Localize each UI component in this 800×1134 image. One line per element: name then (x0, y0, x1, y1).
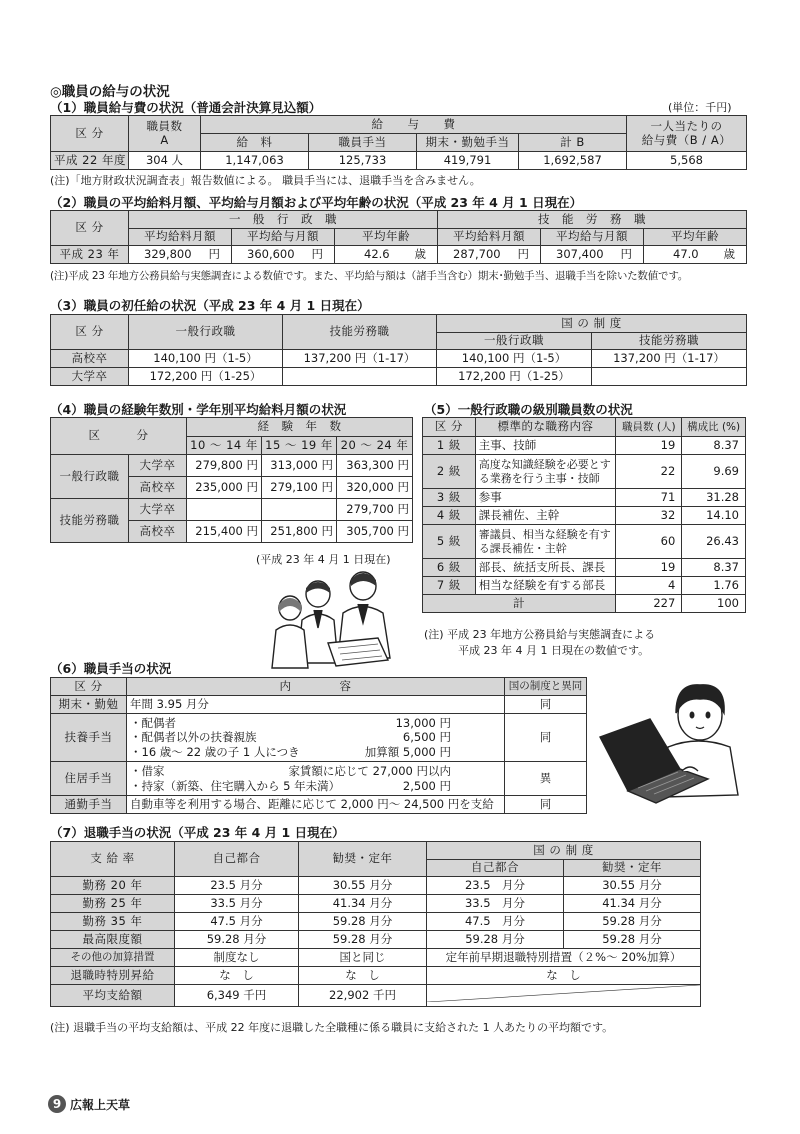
table-row: 大学卒 172,200 円（1-25） 172,200 円（1-25） (51, 368, 747, 386)
header-technical-labor: 技能労務職 (283, 315, 437, 350)
table-row: 平成 23 年 329,800 円 360,600 円 42.6 歳 287,700 円 307,400 円 47.0 歳 (51, 246, 747, 264)
header-allowance: 職員手当 (309, 134, 417, 152)
header-national-system: 国 の 制 度 (427, 842, 701, 860)
starting-salary-table: 区 分 一般行政職 技能労務職 国 の 制 度 一般行政職 技能労務職 高校卒 140,100 円（1-5） 137,200 円（1-17） 140,100 円（1-5） 137,200 円（1-17） 大学卒 172,200 円（1-25） 172,200 円（1-25） (50, 314, 747, 386)
header-bonus: 期末・勤勉手当 (417, 134, 519, 152)
page-number-badge: 9 (48, 1095, 66, 1113)
table-row: 5 級 審議員、相当な経験を有する課長補佐・主幹 60 26.43 (423, 525, 746, 559)
header-kubun: 区 分 (423, 418, 476, 437)
table-row: 高校卒 235,000 円 279,100 円 320,000 円 (51, 477, 413, 499)
average-salary-table: 区 分 一 般 行 政 職 技 能 労 務 職 平均給料月額 平均給与月額 平均年齢 平均給料月額 平均給与月額 平均年齢 平成 23 年 329,800 円 360,600 円 42.6 歳 287,700 円 307,400 円 47.0 歳 (50, 210, 747, 264)
header-kubun: 区 分 (51, 418, 187, 455)
header-ratio: 構成比 (%) (682, 418, 746, 437)
header-content: 内 容 (127, 678, 505, 696)
header-national-system: 国 の 制 度 (437, 315, 747, 333)
table-row: 3 級 参事 71 31.28 (423, 489, 746, 507)
table-row: 一般行政職 大学卒 279,800 円 313,000 円 363,300 円 (51, 455, 413, 477)
header-experience: 経 験 年 数 (187, 418, 413, 437)
table-row: 勤務 20 年 23.5 月分 30.55 月分 23.5 月分 30.55 月分 (51, 877, 701, 895)
table-row: 7 級 相当な経験を有する部長 4 1.76 (423, 577, 746, 595)
unit-label: (単位：千円) (668, 101, 732, 114)
header-kubun: 区 分 (51, 116, 129, 152)
header-kubun: 区 分 (51, 315, 129, 350)
diagonal-empty-cell (427, 985, 701, 1007)
table-row: 高校卒 140,100 円（1-5） 137,200 円（1-17） 140,100 円（1-5） 137,200 円（1-17） (51, 350, 747, 368)
header-duties: 標準的な職務内容 (475, 418, 616, 437)
grade-staff-table (422, 417, 746, 613)
woman-laptop-illustration (598, 675, 748, 810)
header-total: 計 B (519, 134, 627, 152)
section-4-title: （4）職員の経験年数別・学年別平均給料月額の状況 (50, 402, 347, 417)
table-row: 2 級 高度な知識経験を必要とする業務を行う主事・技師 22 9.69 (423, 455, 746, 489)
section-7-note: (注) 退職手当の平均支給額は、平成 22 年度に退職した全職種に係る職員に支給された 1 人あたりの平均額です。 (50, 1021, 614, 1034)
header-voluntary: 自己都合 (175, 842, 299, 877)
header-base-pay: 給 料 (201, 134, 309, 152)
table-row: 最高限度額 59.28 月分 59.28 月分 59.28 月分 59.28 月分 (51, 931, 701, 949)
table-row: 勤務 35 年 47.5 月分 59.28 月分 47.5 月分 59.28 月分 (51, 913, 701, 931)
table-row: 技能労務職 大学卒 279,700 円 (51, 499, 413, 521)
experience-salary-table: 区 分 経 験 年 数 10 ～ 14 年 15 ～ 19 年 20 ～ 24 年 一般行政職 大学卒 279,800 円 313,000 円 363,300 円 高校卒 235,000 円 279,100 円 320,000 円 技能労務職 大学卒 279,700 円 高校卒 215,400 円 251,800 円 305,700 円 (50, 417, 413, 543)
section-5-note-2: 平成 23 年 4 月 1 日現在の数値です。 (458, 644, 650, 657)
section-3-title: （3）職員の初任給の状況（平成 23 年 4 月 1 日現在） (50, 298, 370, 313)
header-per-person: 一人当たりの 給与費（B / A） (627, 116, 747, 152)
header-kubun: 区 分 (51, 211, 129, 246)
section-5-note-1: (注) 平成 23 年地方公務員給与実態調査による (424, 628, 656, 641)
allowance-table (50, 677, 587, 814)
diagonal-line (427, 985, 700, 1002)
table-row: 期末・勤勉 年間 3.95 月分 同 (51, 696, 587, 714)
table-row: その他の加算措置 制度なし 国と同じ 定年前早期退職特別措置（２%～ 20%加算） (51, 949, 701, 967)
section-4-date: (平成 23 年 4 月 1 日現在) (256, 553, 391, 566)
header-staff-count: 職員数 A (129, 116, 201, 152)
header-staff-count: 職員数 (人) (616, 418, 682, 437)
header-technical-labor: 技 能 労 務 職 (438, 211, 747, 229)
section-1-note: (注)「地方財政状況調査表」報告数値による。 職員手当には、退職手当を含みません。 (50, 174, 481, 187)
table-row: 退職時特別昇給 な し な し な し (51, 967, 701, 985)
header-rate: 支 給 率 (51, 842, 175, 877)
table-row: 高校卒 215,400 円 251,800 円 305,700 円 (51, 521, 413, 543)
section-5-title: （5）一般行政職の級別職員数の状況 (424, 402, 633, 417)
header-salary-cost: 給 与 費 (201, 116, 627, 134)
header-retirement: 勧奨・定年 (299, 842, 427, 877)
table-row: 通勤手当 自動車等を利用する場合、距離に応じて 2,000 円～ 24,500 円を支給 同 (51, 796, 587, 814)
table-row: 扶養手当 ・配偶者 13,000 円 ・配偶者以外の扶養親族 6,500 円 ・16 歳～ 22 歳の子 1 人につき 加算額 5,000 円 同 (51, 714, 587, 762)
table-row: 住居手当 ・借家 家賃額に応じて 27,000 円以内 ・持家（新築、住宅購入から 5 年未満） 2,500 円 異 (51, 762, 587, 796)
section-6-title: （6）職員手当の状況 (50, 661, 172, 676)
page-heading: ◎職員の給与の状況 (50, 84, 170, 100)
table-row: 1 級 主事、技師 19 8.37 (423, 437, 746, 455)
section-2-note: (注)平成 23 年地方公務員給与実態調査による数値です。また、平均給与額は（諸手当含む）期末･勤勉手当、退職手当を除いた数値です。 (50, 270, 689, 282)
header-kubun: 区 分 (51, 678, 127, 696)
retirement-allowance-table: 支 給 率 自己都合 勧奨・定年 国 の 制 度 自己都合 勧奨・定年 勤務 20 年 23.5 月分 30.55 月分 23.5 月分 30.55 月分 勤務 25 年 33.5 月分 41.34 月分 33.5 月分 41.34 月分 勤務 35 年 47.5 月分 59.28 月分 47.5 月分 59.28 月分 最高限度額 59.28 月分 59.28 月分 59.28 月分 59.28 月分 その他の加算措置 制度なし 国と同じ 定年前早期退職特別措置（２%～ 20%加算） 退職時特別昇給 な し な し な し 平均支給額 6,349 千円 22,902 千円 (50, 841, 701, 1007)
table-row: 6 級 部長、統括支所長、課長 19 8.37 (423, 559, 746, 577)
header-difference: 国の制度と異同 (505, 678, 587, 696)
table-row: 4 級 課長補佐、主幹 32 14.10 (423, 507, 746, 525)
salary-cost-table (50, 115, 747, 170)
business-people-illustration (268, 568, 418, 673)
header-general-admin: 一 般 行 政 職 (129, 211, 438, 229)
table-row: 平均支給額 6,349 千円 22,902 千円 (51, 985, 701, 1007)
header-general-admin: 一般行政職 (129, 315, 283, 350)
total-row: 計 227 100 (423, 595, 746, 613)
section-1-title: （1）職員給与費の状況（普通会計決算見込額） (50, 100, 322, 115)
table-row: 平成 22 年度 304 人 1,147,063 125,733 419,791 1,692,587 5,568 (51, 152, 747, 170)
section-7-title: （7）退職手当の状況（平成 23 年 4 月 1 日現在） (50, 825, 345, 840)
table-row: 勤務 25 年 33.5 月分 41.34 月分 33.5 月分 41.34 月分 (51, 895, 701, 913)
section-2-title: （2）職員の平均給料月額、平均給与月額および平均年齢の状況（平成 23 年 4 月 1 日現在） (50, 195, 583, 210)
publication-name: 広報上天草 (70, 1098, 131, 1112)
